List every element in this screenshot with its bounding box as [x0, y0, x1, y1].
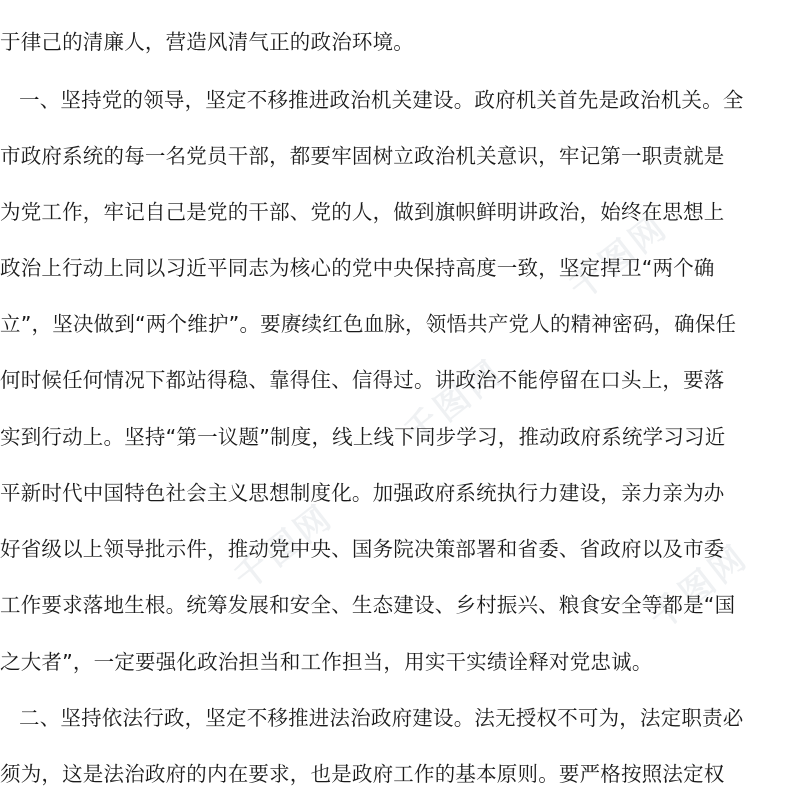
text-line: 之大者”，一定要强化政治担当和工作担当，用实干实绩诠释对党忠诚。 [0, 650, 653, 674]
text-line: 平新时代中国特色社会主义思想制度化。加强政府系统执行力建设，亲力亲为办 [0, 481, 725, 505]
text-line: 二、坚持依法行政，坚定不移推进法治政府建设。法无授权不可为，法定职责必 [19, 706, 744, 730]
watermark: 千图网 [396, 351, 512, 454]
watermark: 千图网 [561, 206, 677, 309]
text-line: 何时候任何情况下都站得稳、靠得住、信得过。讲政治不能停留在口头上，要落 [0, 368, 725, 392]
text-line: 一、坚持党的领导，坚定不移推进政治机关建设。政府机关首先是政治机关。全 [19, 88, 744, 112]
text-line: 市政府系统的每一名党员干部，都要牢固树立政治机关意识，牢记第一职责就是 [0, 144, 725, 168]
text-line: 须为，这是法治政府的内在要求，也是政府工作的基本原则。要严格按照法定权 [0, 762, 725, 786]
text-line: 立”，坚决做到“两个维护”。要赓续红色血脉，领悟共产党人的精神密码，确保任 [0, 312, 737, 336]
text-line: 政治上行动上同以习近平同志为核心的党中央保持高度一致，坚定捍卫“两个确 [0, 256, 715, 280]
text-line: 为党工作，牢记自己是党的干部、党的人，做到旗帜鲜明讲政治，始终在思想上 [0, 200, 725, 224]
text-line: 于律己的清廉人，营造风清气正的政治环境。 [0, 30, 414, 54]
text-line: 实到行动上。坚持“第一议题”制度，线上线下同步学习，推动政府系统学习习近 [0, 425, 726, 449]
text-line: 工作要求落地生根。统筹发展和安全、生态建设、乡村振兴、粮食安全等都是“国 [0, 593, 736, 617]
watermark: 千图网 [641, 536, 757, 639]
watermark: 千图网 [226, 496, 342, 599]
text-line: 好省级以上领导批示件，推动党中央、国务院决策部署和省委、省政府以及市委 [0, 537, 725, 561]
